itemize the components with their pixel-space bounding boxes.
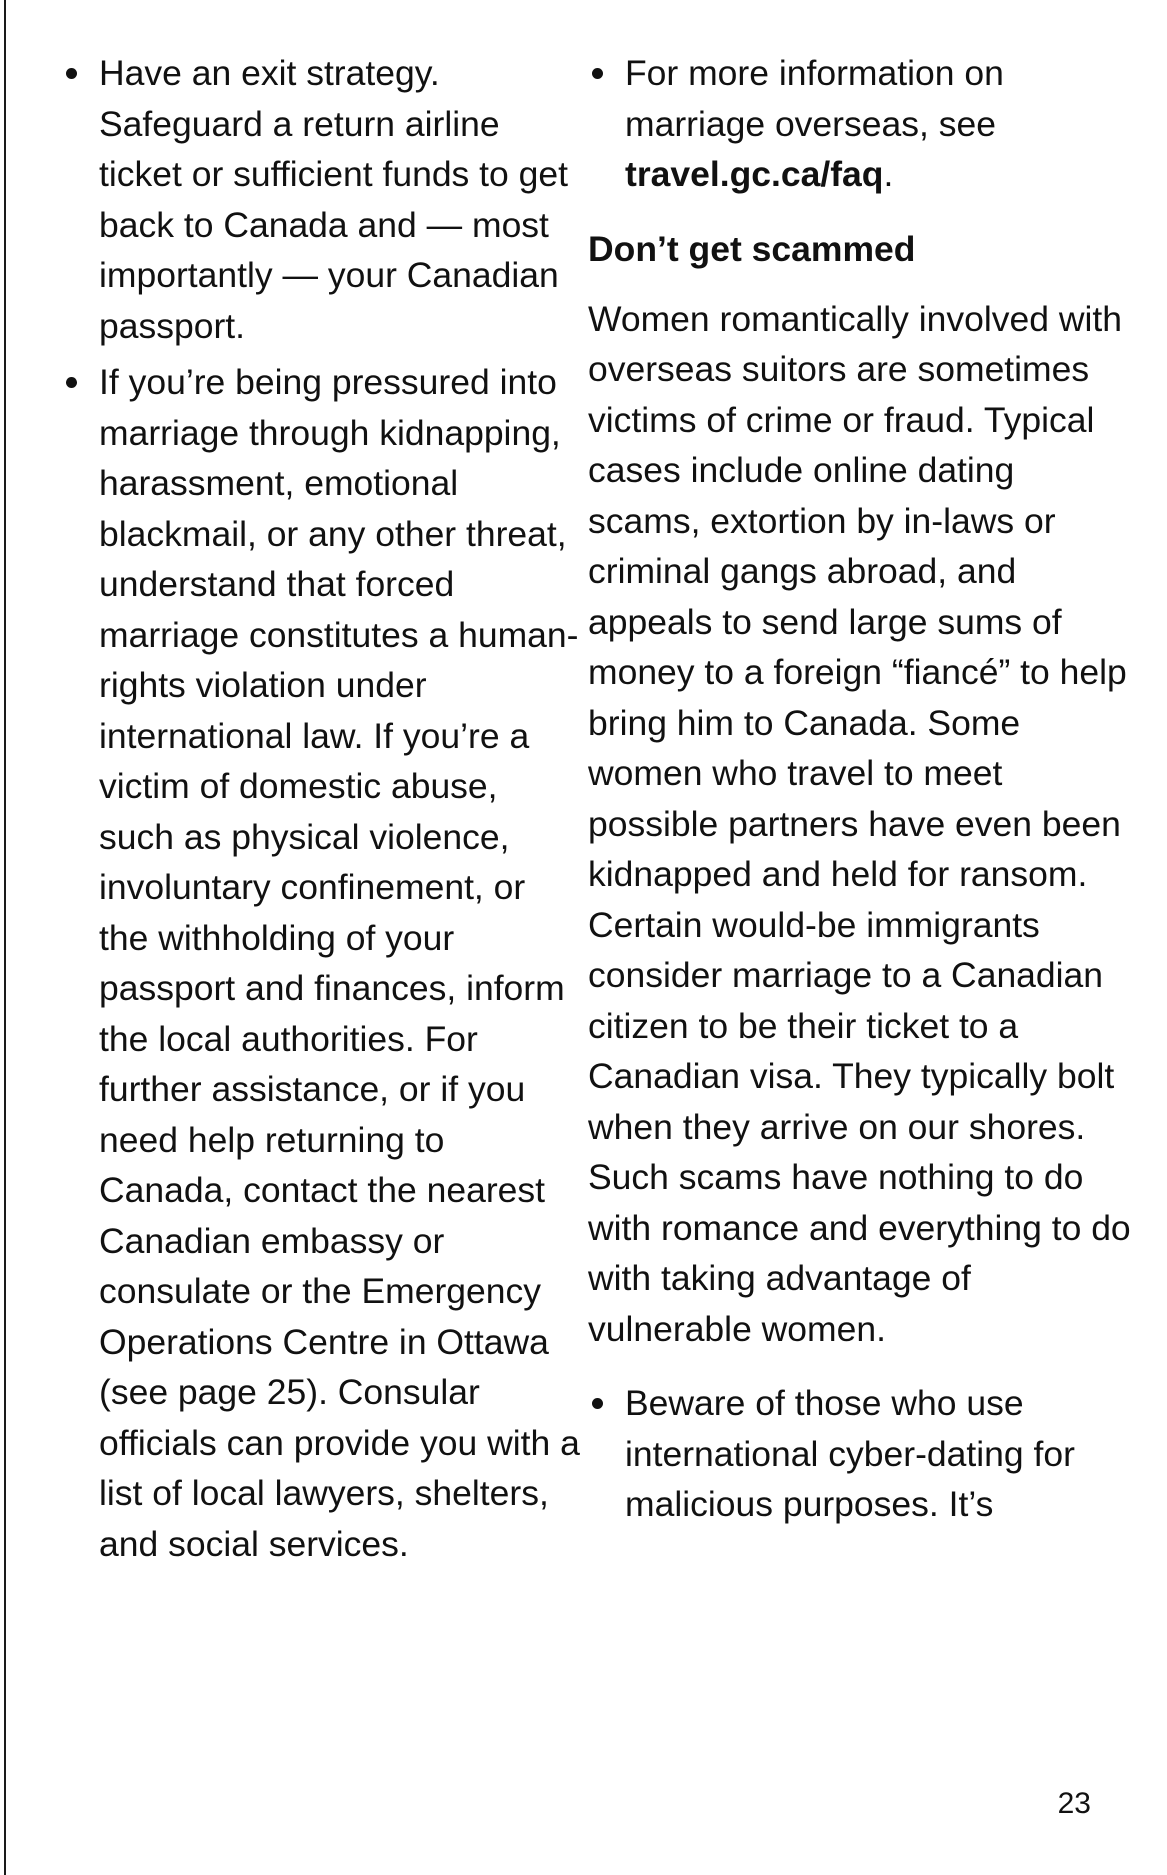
scan-edge-line bbox=[4, 0, 6, 1875]
info-text: For more information on marriage overseas, see bbox=[625, 53, 1004, 144]
list-item bbox=[62, 357, 582, 1569]
list-item bbox=[588, 48, 1133, 200]
list-item-text: Beware of those who use international cyber-dating for malicious purposes. It’s bbox=[625, 1383, 1075, 1524]
bullet-icon bbox=[66, 377, 77, 388]
section-heading: Don’t get scammed bbox=[588, 228, 916, 269]
right-bullet-list bbox=[588, 1378, 1133, 1530]
list-item bbox=[588, 1378, 1133, 1530]
info-link[interactable]: travel.gc.ca/faq bbox=[625, 154, 884, 194]
bullet-icon bbox=[592, 1398, 603, 1409]
left-bullet-list bbox=[62, 48, 582, 1569]
list-item-text: Have an exit strategy. Safeguard a return airline ticket or sufficient funds to get back to Canada and — most importantly — your Canadian passport. bbox=[99, 53, 568, 346]
bullet-icon bbox=[592, 68, 603, 79]
info-end-punctuation: . bbox=[883, 154, 894, 194]
body-paragraph: Women romantically involved with overseas suitors are sometimes victims of crime or fraud. Typical cases include online dating scams, extortion by in-laws or criminal gangs abroad, and appeals to send large sums of money to a foreign “fiancé” to help bring him to Canada. Some women who travel to meet possible partners have even been kidnapped and held for ransom. Certain would-be immigrants consider marriage to a Canadian citizen to be their ticket to a Canadian visa. They typically bolt when they arrive on our shores. Such scams have nothing to do with romance and everything to do with taking advantage of vulnerable women. bbox=[588, 298, 1131, 1349]
left-column bbox=[62, 48, 582, 1575]
list-item-text: If you’re being pressured into marriage through kidnapping, harassment, emotional blackmail, or any other threat, understand that forced marriage constitutes a human-rights violation under international law. If you’re a victim of domestic abuse, such as physical violence, involuntary confinement, or the withholding of your passport and finances, inform the local authorities. For further assistance, or if you need help returning to Canada, contact the nearest Canadian embassy or consulate or the Emergency Operations Centre in Ottawa (see page 25). Consular officials can provide you with a list of local lawyers, shelters, and social services. bbox=[99, 362, 580, 1564]
page-number: 23 bbox=[1057, 1787, 1091, 1820]
info-bullet-list bbox=[588, 48, 1133, 200]
list-item bbox=[62, 48, 582, 351]
right-column bbox=[588, 48, 1133, 1536]
bullet-icon bbox=[66, 68, 77, 79]
